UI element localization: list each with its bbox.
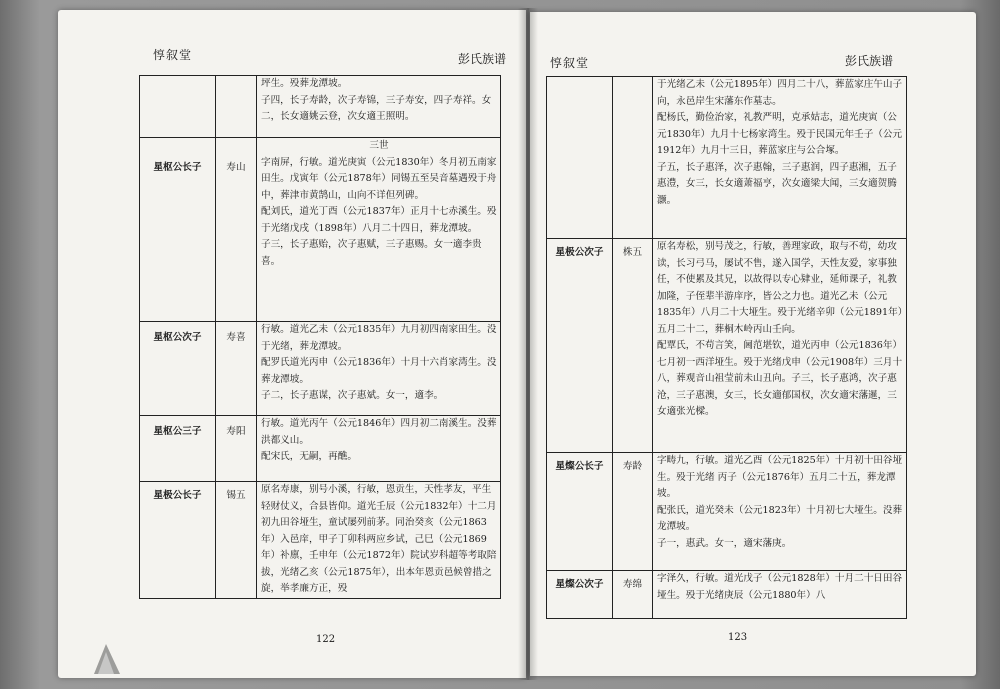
- right-header-book: 彭氏族谱: [845, 54, 894, 68]
- table-row: [140, 76, 501, 138]
- person-zi: 寿喜: [216, 322, 257, 416]
- person-name: 星极公长子: [140, 482, 216, 599]
- table-row: [547, 453, 907, 571]
- person-name: 星极公次子: [547, 239, 613, 453]
- person-zi: 锡五: [216, 482, 257, 599]
- right-page-number: 123: [728, 632, 748, 643]
- generation-heading: 三世: [369, 140, 389, 151]
- table-row: [547, 239, 907, 453]
- left-header-title: 惇叙堂: [153, 48, 193, 62]
- right-header-title: 惇叙堂: [550, 56, 590, 70]
- person-name: 星枢公次子: [140, 322, 216, 416]
- table-row: [140, 416, 501, 482]
- bio-cell: 字畴九，行敏。道光乙酉（公元1825年）十月初十田谷垭生。殁于光绪 丙子（公元1876年）五月二十五，葬龙潭坡。 配张氏，道光癸未（公元1823年）十月初七大垭生。没葬龙潭坡。 子一，惠武。女一，適宋藩庚。: [653, 453, 907, 571]
- table-row: [547, 571, 907, 619]
- person-zi: 寿龄: [613, 453, 653, 571]
- right-genealogy-table: [546, 76, 907, 619]
- bio-cell: 原名寿松，别号茂之，行敏，善理家政，取与不苟，幼攻读，长习弓马，屡试不售，遂入国学，天性友爱，家事独任，不使累及其兄，以故得以专心肄业，延师课子，礼教加隆，子侄辈半游庠序，皆公之力也。道光乙未（公元1835年）八月二十大垭生。殁于光绪辛卯（公元1891年）五月二十二，葬桐木岭丙山壬向。 配覃氏，不苟言笑，阃范堪钦，道光丙申（公元1836年）七月初一西洋垭生。殁于光绪戊申（公元1908年）三月十八，葬观音山祖莹前未山丑向。子三，长子惠鸿，次子惠沧，三子惠澳，女三，长女適郁国权，次女適宋藩暹，三女適张光樑。: [653, 239, 907, 453]
- right-page: [530, 12, 976, 676]
- table-row: [140, 138, 501, 322]
- bio-cell: 行敏。道光乙未（公元1835年）九月初四南家田生。没于光绪，葬龙潭坡。 配罗氏道光丙申（公元1836年）十月十六肖家湾生。没葬龙潭坡。 子二，长子惠谋，次子惠斌。女一，適李。: [257, 322, 501, 416]
- bio-cell: 于光绪乙未（公元1895年）四月二十八，葬蓝家庄午山子向，永邑岸生宋藩东作墓志。 配杨氏，勤俭治家，礼教严明，克承姑志，道光庚寅（公元1830年）九月十七杨家湾生。殁于民国元年壬子（公元1912年）九月十三日，葬蓝家庄与公合塚。 子五，长子惠泽，次子惠翰，三子惠润，四子惠湘，五子惠澧，女三，长女適萧福亨，次女適梁大闻，三女適贺腾灏。: [653, 77, 907, 239]
- bio-cell: 坪生。殁葬龙潭坡。 子四，长子寿龄，次子寿锦，三子寿安，四子寿祥。女二，长女適姚云登，次女適王照明。: [257, 76, 501, 138]
- person-zi: 寿阳: [216, 416, 257, 482]
- bio-cell: 行敏。道光丙午（公元1846年）四月初二南溪生。没葬洪都义山。 配宋氏，无嗣，再醮。: [257, 416, 501, 482]
- person-name: 星枢公三子: [140, 416, 216, 482]
- left-page-number: 122: [316, 634, 336, 645]
- person-zi: 寿绵: [613, 571, 653, 619]
- book-gutter: [518, 8, 538, 680]
- person-zi: 寿山: [216, 138, 257, 322]
- page-corner-shadow: [92, 640, 122, 676]
- bio-cell: 原名寿康，别号小溪，行敏，恩贡生，天性孝友，平生轻财仗义，合县皆仰。道光壬辰（公元1832年）十二月初九田谷垭生，童试屡列前茅。同治癸亥（公元1863年）入邑庠，甲子丁卯科两应乡试，己巳（公元1869年）补廪，壬申年（公元1872年）院试岁科超等考取陪拔，光绪乙亥（公元1875年），出本年恩贡邑候曾措之旋，举孝廉方正，殁: [257, 482, 501, 599]
- person-name: 星燦公长子: [547, 453, 613, 571]
- bio-cell: 三世 字南屏，行敏。道光庚寅（公元1830年）冬月初五南家田生。戊寅年（公元1878年）同锡五至吴音墓遇殁于舟中，葬津市黄鹄山，山向不详但列碑。 配刘氏，道光丁酉（公元1837年）正月十七赤溪生。殁于光绪戊戌（1898年）八月二十四日，葬龙潭坡。 子三，长子惠贻，次子惠赋，三子惠赐。女一適李贵喜。: [257, 138, 501, 322]
- left-genealogy-table: [139, 75, 501, 599]
- person-name: 星枢公长子: [140, 138, 216, 322]
- left-header-book: 彭氏族谱: [458, 52, 507, 66]
- table-row: [547, 77, 907, 239]
- table-row: [140, 322, 501, 416]
- bio-cell: 字泽久，行敏。道光戊子（公元1828年）十月二十日田谷垭生。殁于光绪庚辰（公元1880年）八: [653, 571, 907, 619]
- left-page: [58, 10, 526, 678]
- table-row: [140, 482, 501, 599]
- person-name: 星燦公次子: [547, 571, 613, 619]
- person-zi: 株五: [613, 239, 653, 453]
